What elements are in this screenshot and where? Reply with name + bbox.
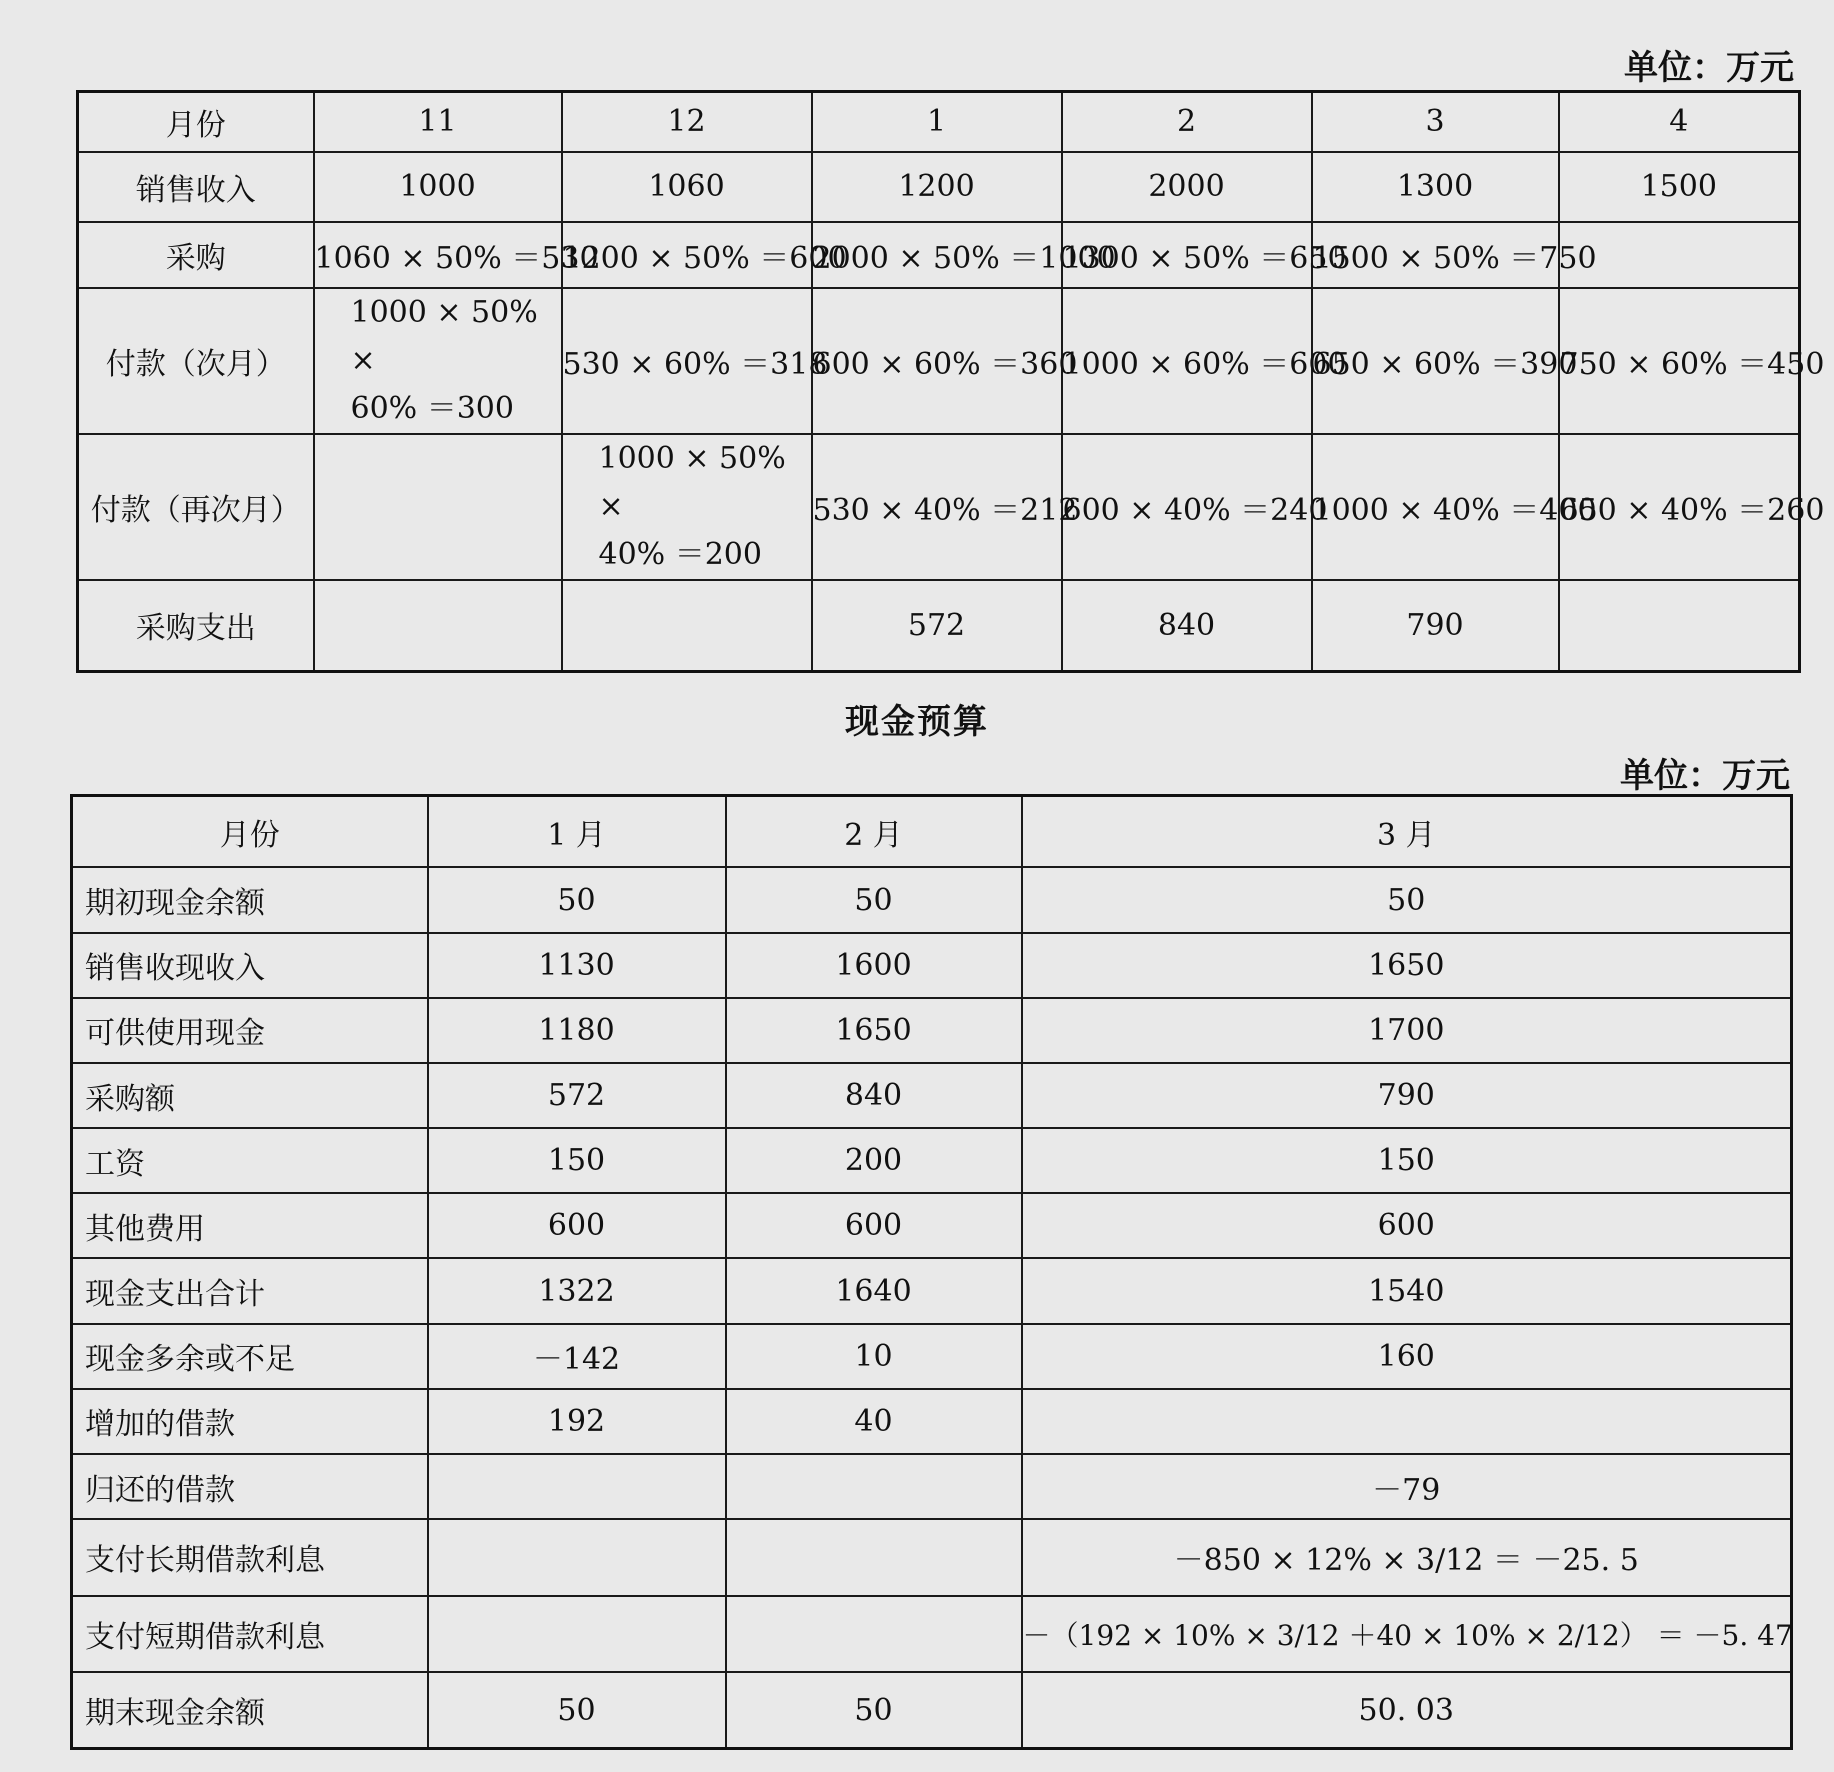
sales-cell: 2000 — [1062, 152, 1312, 222]
cash-row — [72, 1258, 1792, 1323]
cash-row-label: 归还的借款 — [72, 1454, 428, 1519]
cash-header-month: 月份 — [72, 796, 428, 868]
purchase-cell: 1060 × 50% ＝530 — [314, 222, 562, 288]
header-month: 月份 — [78, 92, 314, 152]
cash-header-m1: 1 月 — [428, 796, 726, 868]
cash-row-m2: 200 — [726, 1128, 1022, 1193]
payment-after-line2: 40% ＝200 — [598, 536, 762, 572]
payment-next-cell: 650 × 60% ＝390 — [1312, 288, 1559, 434]
cash-row-m1: 1130 — [428, 933, 726, 998]
header-month-1: 1 — [812, 92, 1062, 152]
payment-after-cell-empty — [314, 434, 562, 580]
payment-next-label: 付款（次月） — [78, 288, 314, 434]
cash-row-m1: 50 — [428, 867, 726, 932]
payment-next-cell: 1000 × 60% ＝600 — [1062, 288, 1312, 434]
cash-row-m1: 1180 — [428, 998, 726, 1063]
cash-row — [72, 1324, 1792, 1389]
cash-row-m3: 1540 — [1022, 1258, 1792, 1323]
ending-m2: 50 — [726, 1672, 1022, 1748]
short-interest-value: －（192 × 10% × 3/12 ＋40 × 10% × 2/12） ＝ －5. 47 — [1022, 1596, 1792, 1672]
cash-row-label: 采购额 — [72, 1063, 428, 1128]
sales-cell: 1200 — [812, 152, 1062, 222]
payment-after-line1: 1000 × 50% × — [598, 440, 786, 524]
payment-after-label: 付款（再次月） — [78, 434, 314, 580]
purchase-out-cell: 572 — [812, 580, 1062, 672]
cash-budget-table — [70, 794, 1793, 1750]
cash-row-m3: 1650 — [1022, 933, 1792, 998]
long-interest-row — [72, 1519, 1792, 1595]
cash-row-m1: 572 — [428, 1063, 726, 1128]
purchase-label: 采购 — [78, 222, 314, 288]
cash-row-m3: 150 — [1022, 1128, 1792, 1193]
short-interest-empty — [726, 1596, 1022, 1672]
cash-row-m1: －142 — [428, 1324, 726, 1389]
header-month-2: 2 — [1062, 92, 1312, 152]
cash-row-label: 其他费用 — [72, 1193, 428, 1258]
sales-cell: 1000 — [314, 152, 562, 222]
purchase-out-cell-empty — [1559, 580, 1800, 672]
payment-after-cell: 650 × 40% ＝260 — [1559, 434, 1800, 580]
cash-row-m3: －79 — [1022, 1454, 1792, 1519]
unit-label-bottom: 单位：万元 — [1620, 756, 1790, 796]
payment-next-row — [78, 288, 1800, 434]
purchase-table — [76, 90, 1825, 673]
purchase-cell: 1300 × 50% ＝650 — [1062, 222, 1312, 288]
cash-row-m2: 600 — [726, 1193, 1022, 1258]
cash-row-m2: 40 — [726, 1389, 1022, 1454]
unit-label-top: 单位：万元 — [1624, 48, 1794, 88]
cash-row — [72, 1389, 1792, 1454]
long-interest-value: －850 × 12% × 3/12 ＝ －25. 5 — [1022, 1519, 1792, 1595]
cash-row-m2: 50 — [726, 867, 1022, 932]
sales-cell: 1300 — [1312, 152, 1559, 222]
cash-row-m1: 192 — [428, 1389, 726, 1454]
purchase-cell: 2000 × 50% ＝1000 — [812, 222, 1062, 288]
cash-row-m3: 790 — [1022, 1063, 1792, 1128]
purchase-out-cell-empty — [562, 580, 812, 672]
cash-row — [72, 1193, 1792, 1258]
cash-header-m3: 3 月 — [1022, 796, 1792, 868]
short-interest-row — [72, 1596, 1792, 1672]
cash-row — [72, 933, 1792, 998]
cash-row-label: 可供使用现金 — [72, 998, 428, 1063]
cash-row-label: 现金支出合计 — [72, 1258, 428, 1323]
cash-row-m1: 600 — [428, 1193, 726, 1258]
header-month-12: 12 — [562, 92, 812, 152]
cash-row-label: 期初现金余额 — [72, 867, 428, 932]
cash-row-m3: 50 — [1022, 867, 1792, 932]
payment-next-cell: 600 × 60% ＝360 — [812, 288, 1062, 434]
purchase-out-cell-empty — [314, 580, 562, 672]
ending-m1: 50 — [428, 1672, 726, 1748]
purchase-out-cell: 840 — [1062, 580, 1312, 672]
header-month-11: 11 — [314, 92, 562, 152]
cash-row-label: 现金多余或不足 — [72, 1324, 428, 1389]
cash-row-m2: 1600 — [726, 933, 1022, 998]
cash-row-label: 销售收现收入 — [72, 933, 428, 998]
header-month-4: 4 — [1559, 92, 1800, 152]
cash-row — [72, 867, 1792, 932]
sales-label: 销售收入 — [78, 152, 314, 222]
purchase-cell: 1200 × 50% ＝600 — [562, 222, 812, 288]
payment-after-cell: 1000 × 40% ＝400 — [1312, 434, 1559, 580]
cash-header-m2: 2 月 — [726, 796, 1022, 868]
payment-next-cell-first — [314, 288, 562, 434]
cash-row-m3: 600 — [1022, 1193, 1792, 1258]
cash-row-m2: 1640 — [726, 1258, 1022, 1323]
payment-next-line1: 1000 × 50% × — [350, 294, 538, 378]
cash-row — [72, 998, 1792, 1063]
purchase-row — [78, 222, 1800, 288]
cash-row-label: 增加的借款 — [72, 1389, 428, 1454]
cash-row — [72, 1128, 1792, 1193]
sales-row — [78, 152, 1800, 222]
purchase-out-row — [78, 580, 1800, 672]
cash-row-m2: 1650 — [726, 998, 1022, 1063]
short-interest-label: 支付短期借款利息 — [72, 1596, 428, 1672]
cash-row-m2: 10 — [726, 1324, 1022, 1389]
payment-next-cell: 530 × 60% ＝318 — [562, 288, 812, 434]
payment-next-cell: 750 × 60% ＝450 — [1559, 288, 1800, 434]
long-interest-empty — [726, 1519, 1022, 1595]
header-month-3: 3 — [1312, 92, 1559, 152]
payment-after-row — [78, 434, 1800, 580]
ending-label: 期末现金余额 — [72, 1672, 428, 1748]
purchase-cell: 1500 × 50% ＝750 — [1312, 222, 1559, 288]
cash-row-m2 — [726, 1454, 1022, 1519]
payment-after-cell: 600 × 40% ＝240 — [1062, 434, 1312, 580]
ending-row — [72, 1672, 1792, 1748]
purchase-header-row — [78, 92, 1800, 152]
sales-cell: 1500 — [1559, 152, 1800, 222]
cash-row — [72, 1063, 1792, 1128]
cash-row-m3: 1700 — [1022, 998, 1792, 1063]
long-interest-label: 支付长期借款利息 — [72, 1519, 428, 1595]
purchase-out-cell: 790 — [1312, 580, 1559, 672]
cash-row-m2: 840 — [726, 1063, 1022, 1128]
cash-rows — [72, 867, 1792, 1519]
payment-after-cell: 530 × 40% ＝212 — [812, 434, 1062, 580]
sales-cell: 1060 — [562, 152, 812, 222]
cash-row-m1: 150 — [428, 1128, 726, 1193]
cash-row-m3: 160 — [1022, 1324, 1792, 1389]
cash-row-label: 工资 — [72, 1128, 428, 1193]
cash-budget-title: 现金预算 — [845, 702, 989, 742]
cash-row-m1 — [428, 1454, 726, 1519]
ending-m3: 50. 03 — [1022, 1672, 1792, 1748]
short-interest-empty — [428, 1596, 726, 1672]
cash-row-m1: 1322 — [428, 1258, 726, 1323]
payment-after-cell-first — [562, 434, 812, 580]
cash-row-m3 — [1022, 1389, 1792, 1454]
cash-header-row — [72, 796, 1792, 868]
cash-row — [72, 1454, 1792, 1519]
payment-next-line2: 60% ＝300 — [350, 390, 514, 426]
purchase-out-label: 采购支出 — [78, 580, 314, 672]
long-interest-empty — [428, 1519, 726, 1595]
